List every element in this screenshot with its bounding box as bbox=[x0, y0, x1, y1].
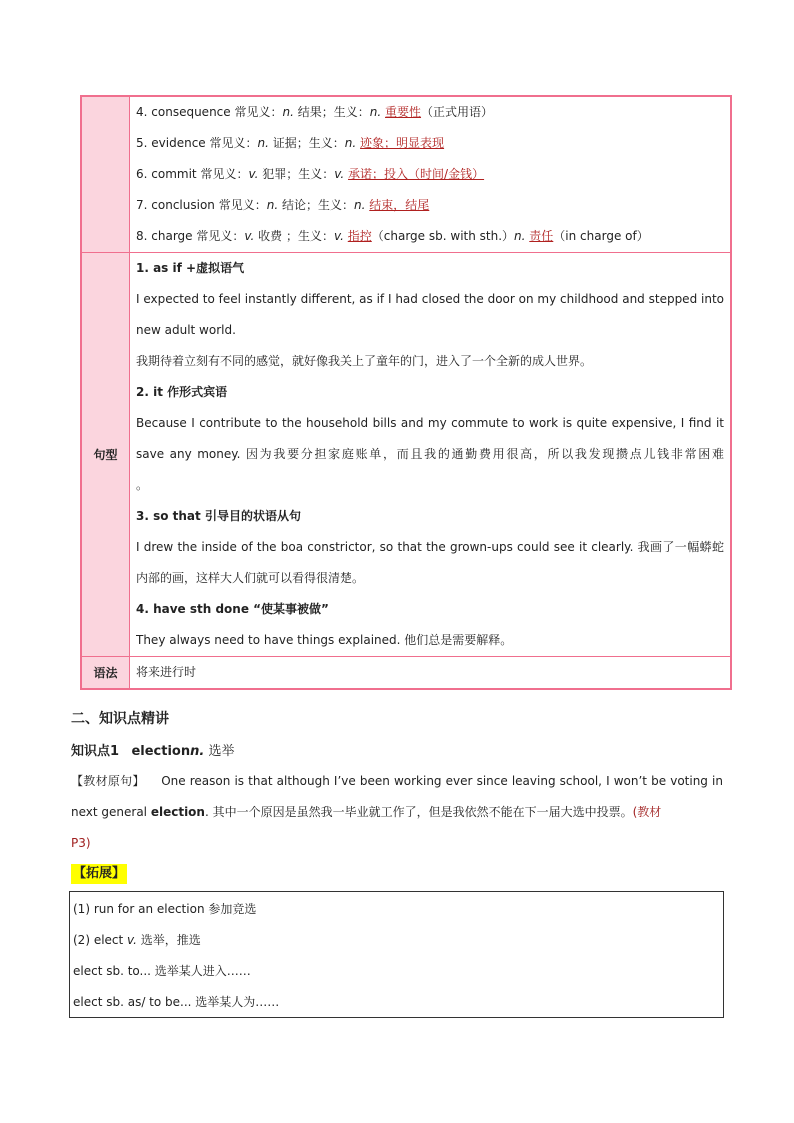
grammar-label: 语法 bbox=[82, 657, 130, 688]
source-sentence: 【教材原句】 One reason is that although I’ve been working ever since leaving school, I won’t be voting in next general election. 其中一个原因是虽然我一毕业就工作了，但是我依然不能在下一届大选中投票。(教材 P3) bbox=[71, 766, 723, 859]
grammar-content bbox=[130, 657, 730, 688]
example-text: Because I contribute to the household bills and my commute to work is quite expensive, I find it bbox=[136, 416, 724, 430]
new-meaning: 承诺；投入（时间/金钱） bbox=[348, 167, 485, 181]
sentence-content bbox=[130, 253, 730, 656]
extend-line: (1) run for an election 参加竞选 bbox=[73, 902, 257, 916]
new-meaning: 责任 bbox=[529, 229, 554, 243]
summary-table bbox=[80, 95, 732, 690]
new-meaning: 迹象；明显表现 bbox=[360, 136, 445, 150]
extend-line: (2) elect v. 选举，推选 bbox=[73, 933, 201, 947]
example-text: I expected to feel instantly different, as if I had closed the door on my childhood and stepped into bbox=[136, 292, 724, 306]
section-title: 二、知识点精讲 bbox=[71, 711, 169, 727]
vocab-item: 7. conclusion 常见义：n. 结论；生义：n. 结束，结尾 bbox=[136, 198, 430, 212]
sentence-label: 句型 bbox=[82, 253, 130, 656]
pattern-title: 2. it 作形式宾语 bbox=[136, 385, 228, 399]
example-text: 内部的画，这样大人们就可以看得很清楚。 bbox=[136, 571, 365, 585]
example-text: They always need to have things explained. 他们总是需要解释。 bbox=[136, 633, 513, 647]
pattern-title: 1. as if +虚拟语气 bbox=[136, 261, 245, 275]
extend-line: elect sb. as/ to be... 选举某人为…… bbox=[73, 995, 280, 1009]
vocab-label-cell bbox=[82, 97, 130, 252]
extend-line: elect sb. to... 选举某人进入…… bbox=[73, 964, 251, 978]
vocab-item: 4. consequence 常见义：n. 结果；生义：n. 重要性（正式用语） bbox=[136, 105, 494, 119]
example-text: new adult world. bbox=[136, 323, 236, 337]
extend-tag: 【拓展】 bbox=[71, 864, 127, 884]
grammar-row bbox=[82, 656, 730, 688]
pattern-title: 4. have sth done “使某事被做” bbox=[136, 602, 329, 616]
example-text: I drew the inside of the boa constrictor, so that the grown-ups could see it clearly. 我画了一幅蟒蛇 bbox=[136, 540, 724, 554]
pattern-title: 3. so that 引导目的状语从句 bbox=[136, 509, 301, 523]
sentence-row bbox=[82, 252, 730, 656]
grammar-text: 将来进行时 bbox=[136, 665, 197, 679]
example-translation: 我期待着立刻有不同的感觉，就好像我关上了童年的门，进入了一个全新的成人世界。 bbox=[136, 354, 593, 368]
vocab-item: 8. charge 常见义：v. 收费 ；生义：v. 指控（charge sb. with sth.）n. 责任（in charge of） bbox=[136, 229, 649, 243]
vocab-content bbox=[130, 97, 730, 252]
new-meaning: 重要性 bbox=[385, 105, 422, 119]
vocab-row bbox=[82, 97, 730, 252]
new-meaning: 结束，结尾 bbox=[369, 198, 430, 212]
example-text: 。 bbox=[136, 478, 149, 492]
source-label: 【教材原句】 bbox=[71, 774, 145, 788]
example-text: save any money. 因为我要分担家庭账单，而且我的通勤费用很高，所以我发现攒点儿钱非常困难 bbox=[136, 447, 724, 461]
vocab-item: 6. commit 常见义：v. 犯罪；生义：v. 承诺；投入（时间/金钱） bbox=[136, 167, 485, 181]
knowledge-point-title: 知识点1 electionn. 选举 bbox=[71, 744, 235, 759]
vocab-item: 5. evidence 常见义：n. 证据；生义：n. 迹象；明显表现 bbox=[136, 136, 445, 150]
extend-box bbox=[69, 891, 724, 1018]
source-reference: (教材 bbox=[632, 805, 662, 819]
new-meaning: 指控 bbox=[347, 229, 372, 243]
source-reference: P3) bbox=[71, 836, 91, 850]
